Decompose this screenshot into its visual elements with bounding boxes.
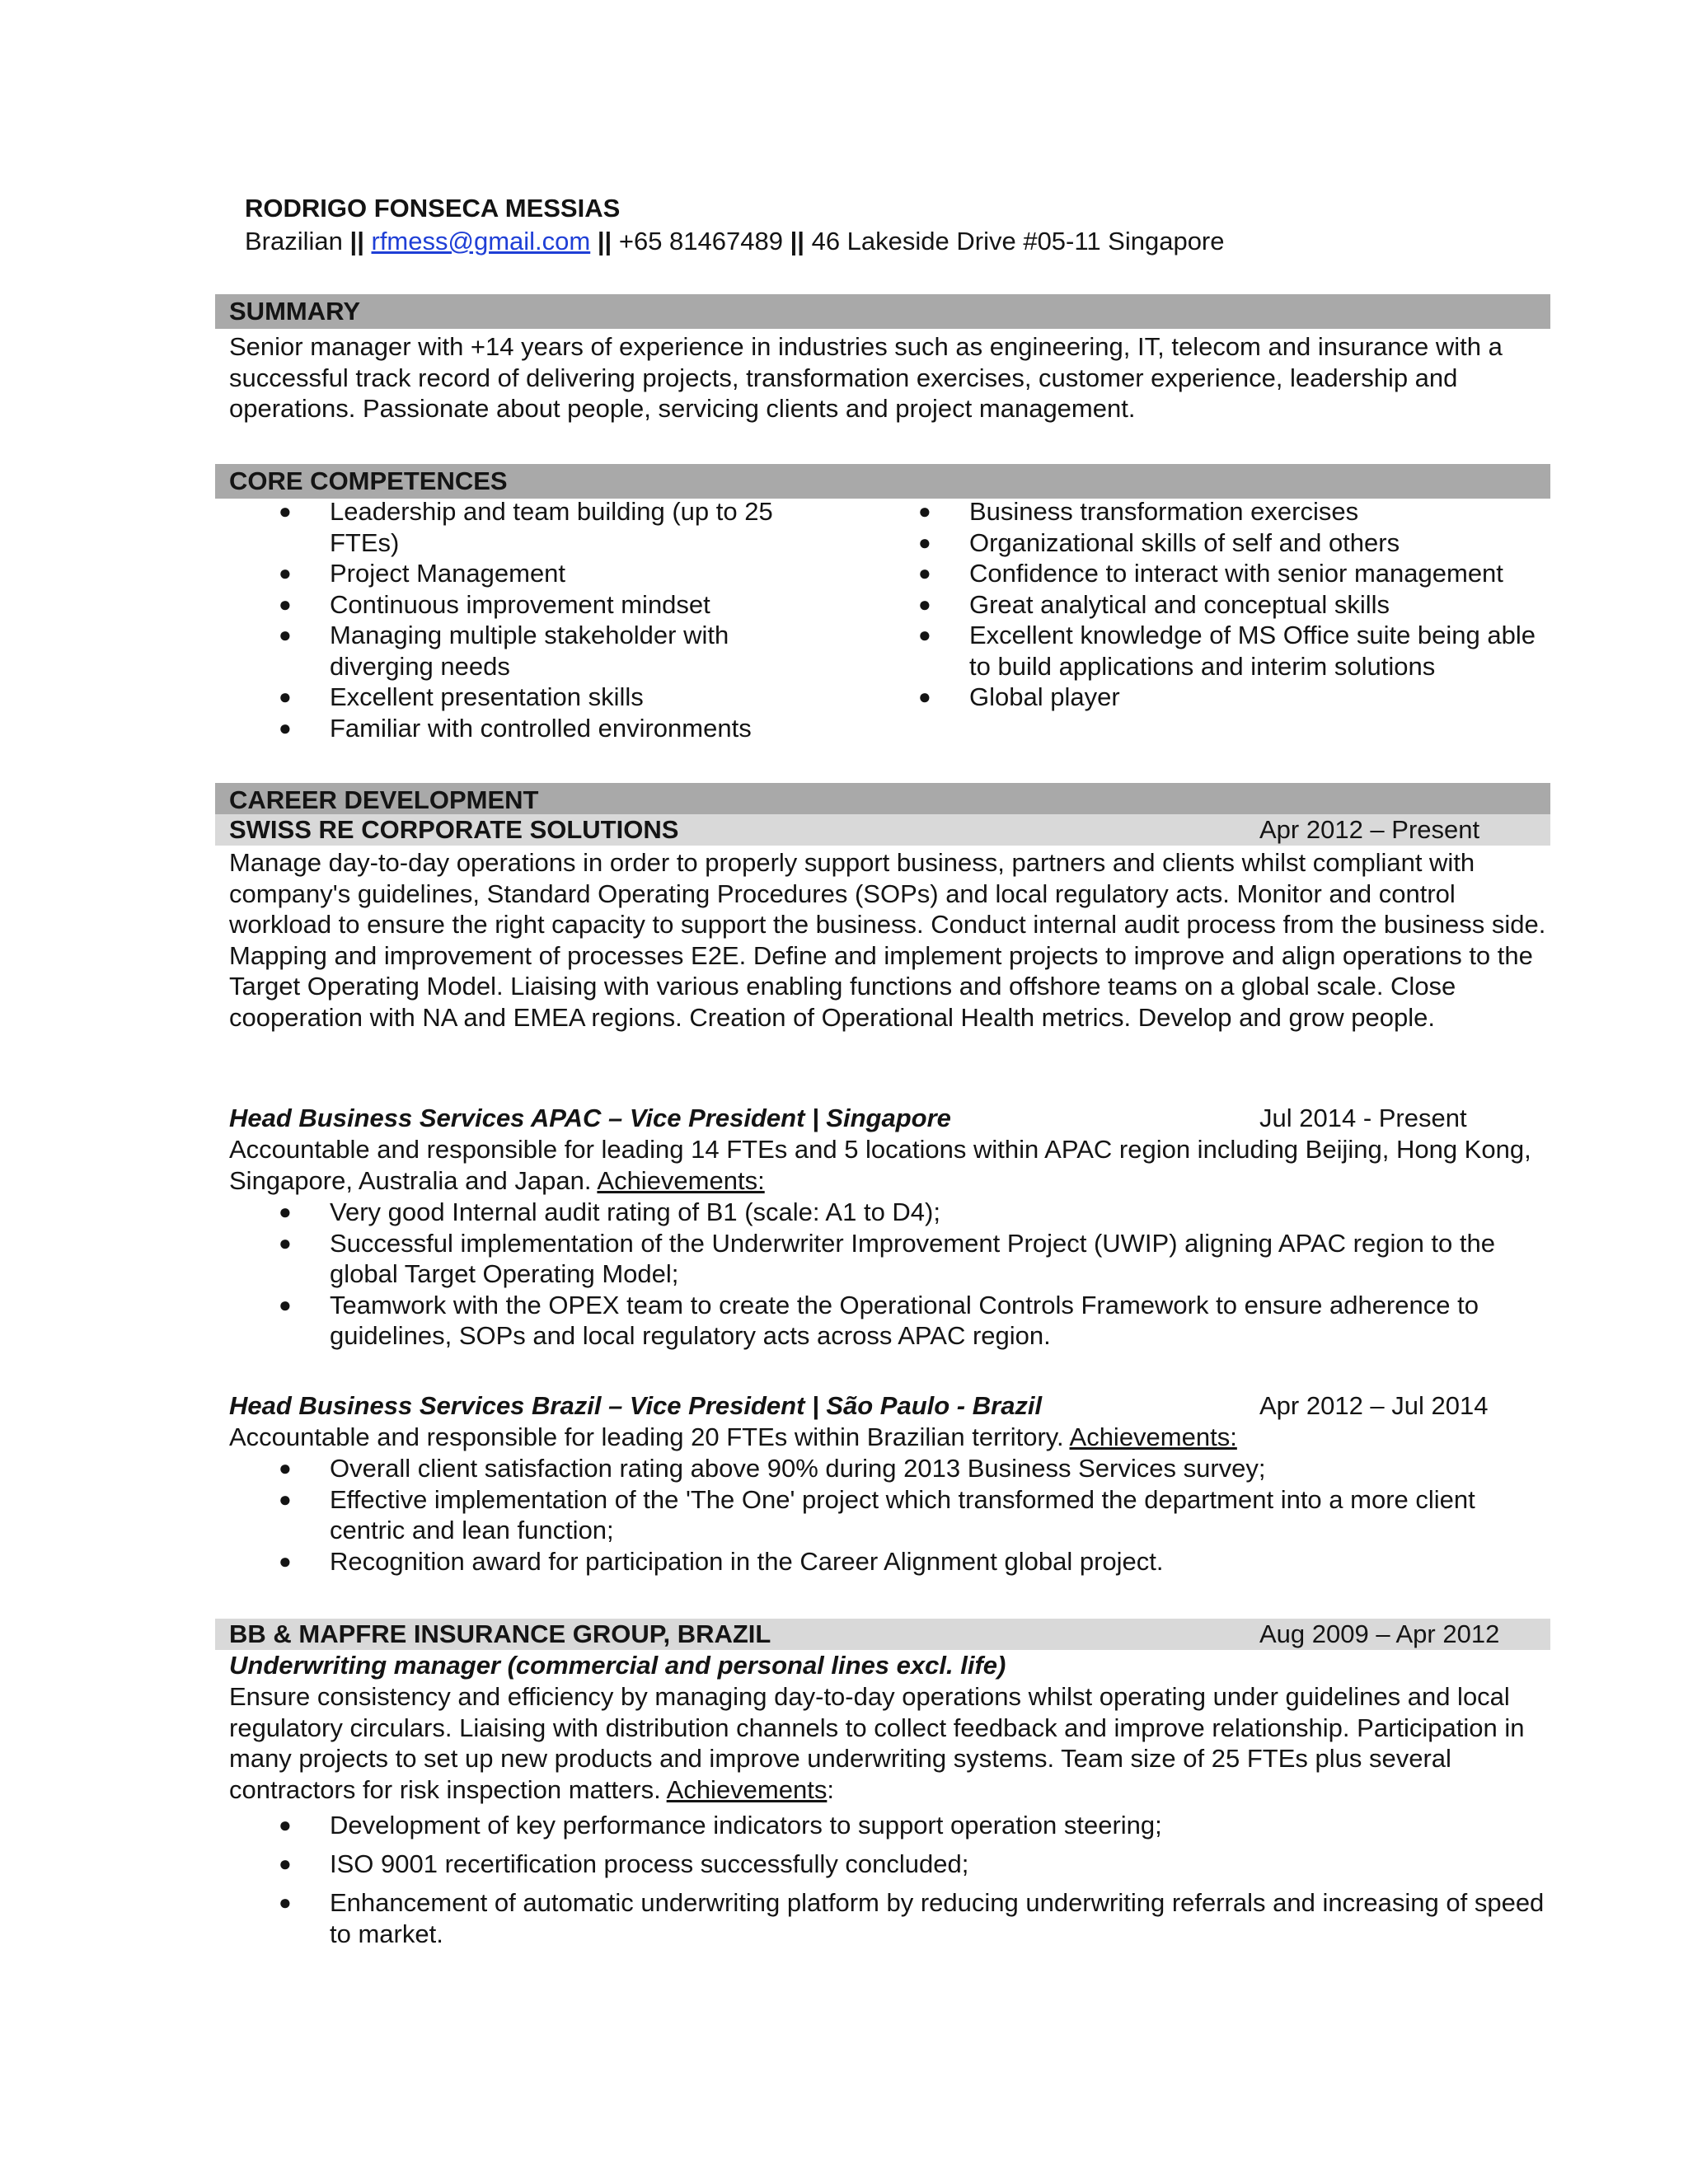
section-summary-title: SUMMARY bbox=[215, 294, 1550, 329]
company-dates: Apr 2012 – Present bbox=[1259, 815, 1480, 844]
email-link[interactable]: rfmess@gmail.com bbox=[371, 227, 591, 255]
list-item: ● Project Management bbox=[279, 559, 566, 588]
role-dates: Jul 2014 - Present bbox=[1259, 1104, 1467, 1132]
list-item: ● Effective implementation of the 'The One' project which transformed the department into a more client centric and lean function; bbox=[279, 1484, 1475, 1544]
brazil-achievements-list bbox=[232, 1453, 1548, 1577]
apac-achievements-list bbox=[232, 1197, 1548, 1352]
role-title-brazil: Head Business Services Brazil – Vice President | São Paulo - Brazil Apr 2012 – Jul 2014 bbox=[229, 1391, 1489, 1420]
achievements-label: Achievements bbox=[666, 1774, 828, 1804]
list-item: ● Recognition award for participation in the Career Alignment global project. bbox=[279, 1546, 1164, 1576]
separator: || bbox=[349, 227, 364, 255]
list-item: ● Global player bbox=[918, 682, 1120, 711]
list-item: ● Familiar with controlled environments bbox=[279, 713, 752, 743]
phone: +65 81467489 bbox=[618, 227, 783, 255]
role-title-apac: Head Business Services APAC – Vice President | Singapore Jul 2014 - Present bbox=[229, 1104, 1467, 1132]
list-item: ● Teamwork with the OPEX team to create the Operational Controls Framework to ensure adherence to guidelines, SOPs and local regulatory acts across APAC region. bbox=[279, 1290, 1479, 1350]
competences-right-list bbox=[872, 496, 1548, 713]
mapfre-achievements-list bbox=[232, 1810, 1548, 1957]
list-item: ● Continuous improvement mindset bbox=[279, 589, 710, 619]
swiss-re-description: Manage day-to-day operations in order to properly support business, partners and clients whilst compliant with company's guidelines, Standard Operating Procedures (SOPs) and local regulatory acts. Monitor and control workload to ensure the right capacity to support the business. Conduct internal audit process from the business side. Mapping and improvement of processes E2E. Define and implement projects to improve and align operations to the Target Operating Model. Liaising with various enabling functions and offshore teams on a global scale. Close cooperation with NA and EMEA regions. Creation of Operational Health metrics. Develop and grow people. bbox=[229, 848, 1546, 1032]
nationality: Brazilian bbox=[245, 227, 343, 255]
contact-line bbox=[245, 225, 1225, 258]
company-name: BB & MAPFRE INSURANCE GROUP, BRAZIL bbox=[229, 1619, 771, 1648]
section-competences-title: CORE COMPETENCES bbox=[215, 464, 1550, 499]
role-title-mapfre: Underwriting manager (commercial and personal lines excl. life) bbox=[229, 1651, 1006, 1680]
list-item: ● Successful implementation of the Underwriter Improvement Project (UWIP) aligning APAC region to the global Target Operating Model; bbox=[279, 1228, 1495, 1288]
separator: || bbox=[790, 227, 804, 255]
separator: || bbox=[597, 227, 612, 255]
list-item: ● Great analytical and conceptual skills bbox=[918, 589, 1390, 619]
resume-header bbox=[245, 192, 1225, 258]
company-name: SWISS RE CORPORATE SOLUTIONS bbox=[229, 815, 679, 844]
role-dates: Apr 2012 – Jul 2014 bbox=[1259, 1391, 1489, 1420]
company-dates: Aug 2009 – Apr 2012 bbox=[1259, 1619, 1500, 1648]
list-item: ● ISO 9001 recertification process successfully concluded; bbox=[279, 1849, 969, 1878]
summary-text: Senior manager with +14 years of experience in industries such as engineering, IT, telecom and insurance with a successful track record of delivering projects, transformation exercises, customer experience, leadership and operations. Passionate about people, servicing clients and project management. bbox=[229, 332, 1503, 423]
apac-description: Accountable and responsible for leading 14 FTEs and 5 locations within APAC region including Beijing, Hong Kong, Singapore, Australia and Japan. Achievements: bbox=[229, 1135, 1531, 1195]
list-item: ● Development of key performance indicators to support operation steering; bbox=[279, 1811, 1162, 1840]
candidate-name: RODRIGO FONSECA MESSIAS bbox=[245, 194, 621, 223]
list-item: ● Overall client satisfaction rating above 90% during 2013 Business Services survey; bbox=[279, 1454, 1266, 1483]
list-item: ● Confidence to interact with senior management bbox=[918, 559, 1503, 588]
list-item: ● Managing multiple stakeholder with diverging needs bbox=[279, 621, 729, 681]
achievements-label: Achievements: bbox=[1069, 1422, 1237, 1451]
address: 46 Lakeside Drive #05-11 Singapore bbox=[811, 227, 1225, 255]
list-item: ● Organizational skills of self and others bbox=[918, 527, 1400, 557]
list-item: ● Business transformation exercises bbox=[918, 497, 1359, 526]
brazil-description: Accountable and responsible for leading 20 FTEs within Brazilian territory. Achievements: bbox=[229, 1422, 1237, 1451]
list-item: ● Excellent knowledge of MS Office suite being able to build applications and interim solutions bbox=[918, 621, 1536, 681]
company-bar-swiss-re bbox=[215, 814, 1550, 846]
company-bar-mapfre bbox=[215, 1619, 1550, 1650]
section-career-title: CAREER DEVELOPMENT bbox=[215, 783, 1550, 818]
achievements-label: Achievements: bbox=[597, 1165, 765, 1195]
list-item: ● Leadership and team building (up to 25 FTEs) bbox=[279, 497, 773, 557]
competences-left-list bbox=[232, 496, 809, 743]
list-item: ● Excellent presentation skills bbox=[279, 682, 644, 711]
mapfre-description: Ensure consistency and efficiency by managing day-to-day operations whilst operating under guidelines and local regulatory circulars. Liaising with distribution channels to collect feedback and improve relationship. Participation in many projects to set up new products and improve underwriting systems. Team size of 25 FTEs plus several contractors for risk inspection matters. Achievements: bbox=[229, 1682, 1525, 1804]
list-item: ● Very good Internal audit rating of B1 (scale: A1 to D4); bbox=[279, 1197, 940, 1226]
list-item: ● Enhancement of automatic underwriting platform by reducing underwriting referrals and increasing of speed to market. bbox=[279, 1888, 1545, 1948]
